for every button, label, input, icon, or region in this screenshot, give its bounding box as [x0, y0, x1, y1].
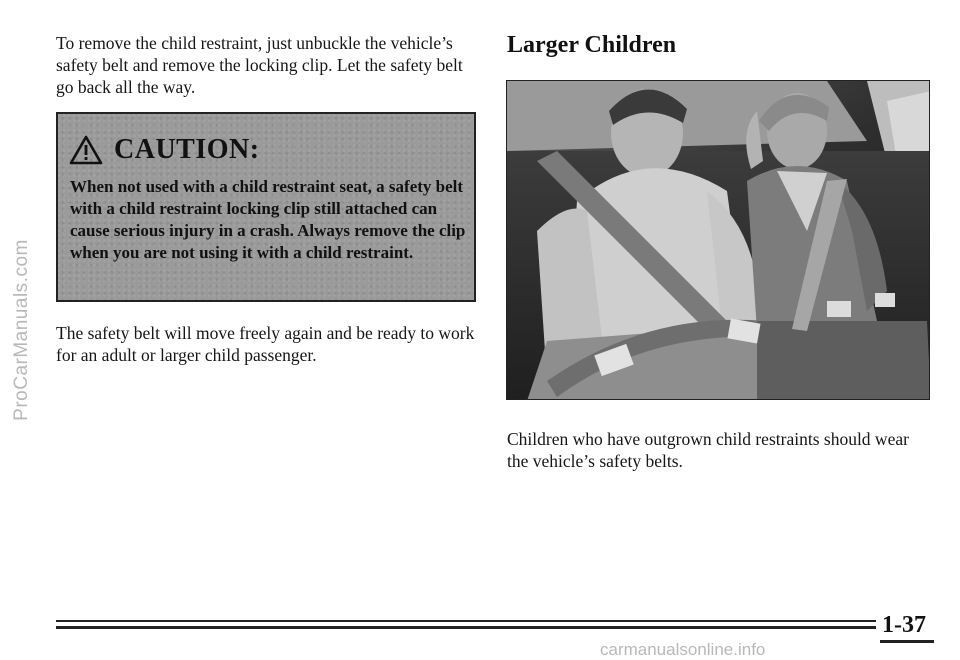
page-number: 1-37: [882, 612, 926, 638]
side-watermark: [4, 40, 40, 620]
caution-header: [68, 134, 260, 166]
caution-title: CAUTION:: [114, 134, 260, 165]
footer-rule-right: [880, 640, 934, 643]
footer-rule-thick: [56, 626, 876, 629]
children-seatbelt-photo: [506, 80, 930, 400]
photo-caption-block: [507, 428, 927, 472]
caution-text: When not used with a child restraint seat, a safety belt with a child restraint locking clip still attached can cause serious injury in a crash. Always remove the clip when you are not using it with a child restraint.: [70, 177, 466, 262]
left-column: [56, 32, 478, 98]
warning-triangle-icon: [68, 134, 104, 166]
intro-paragraph: To remove the child restraint, just unbuckle the vehicle’s safety belt and remove the locking clip. Let the safety belt go back all the way.: [56, 33, 463, 97]
side-watermark-text: ProCarManuals.com: [11, 239, 33, 421]
footer-rule-thin: [56, 620, 876, 622]
after-caution-paragraph: The safety belt will move freely again and be ready to work for an adult or larger child passenger.: [56, 323, 475, 365]
after-caution-text-block: [56, 322, 476, 366]
photo-illustration: [507, 81, 930, 400]
photo-caption: Children who have outgrown child restraints should wear the vehicle’s safety belts.: [507, 429, 909, 471]
caution-box: [56, 112, 476, 302]
footer-watermark: carmanualsonline.info: [600, 640, 766, 659]
section-title: Larger Children: [507, 32, 677, 58]
